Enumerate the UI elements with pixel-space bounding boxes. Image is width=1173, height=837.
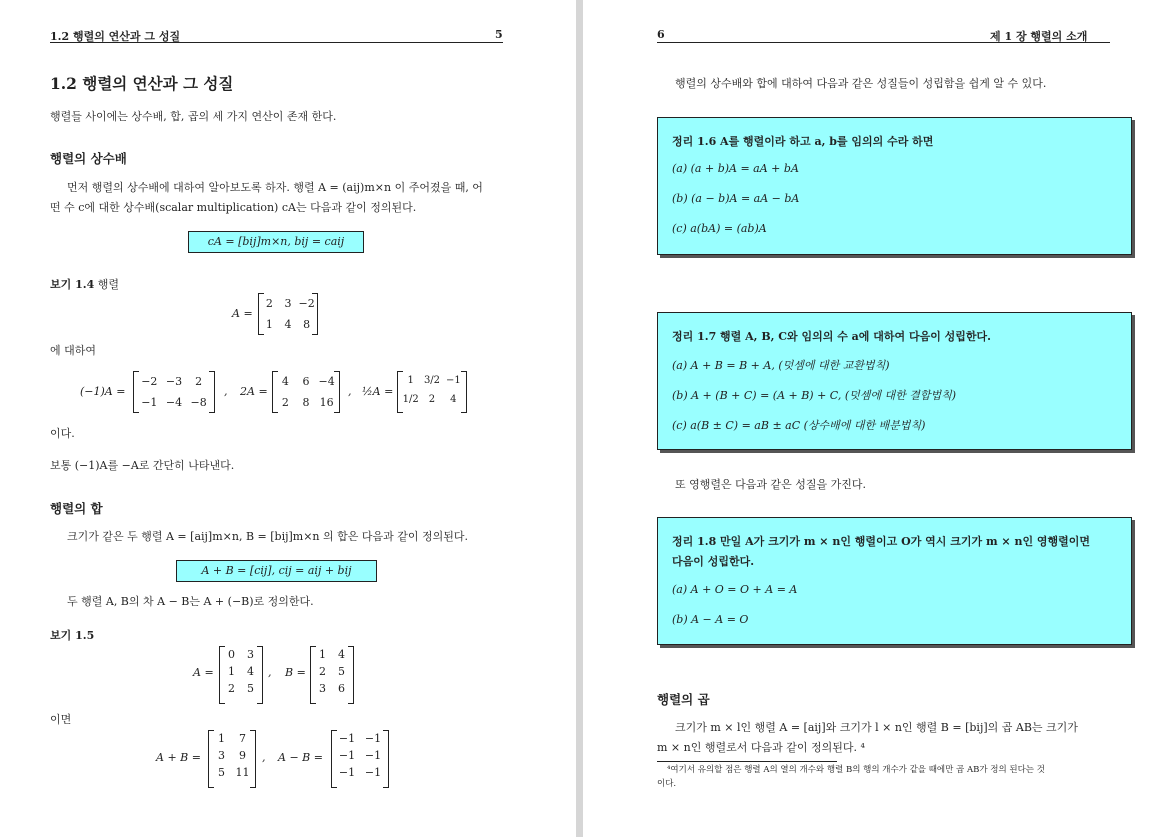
two-matrix: 4 6 −4 2 8 16: [272, 371, 340, 413]
ida-text: 이다.: [50, 427, 75, 440]
paragraph-scalar-1: 먼저 행렬의 상수배에 대하여 알아보도록 하자. 행렬 A = (aij)m×n 이 주어졌을 때, 어: [67, 181, 483, 194]
intro-text: 행렬들 사이에는 상수배, 합, 곱의 세 가지 연산이 존재 한다.: [50, 110, 337, 123]
subsection-scalar: 행렬의 상수배: [50, 151, 127, 166]
theorem-item: (b) A − A = O: [672, 613, 749, 626]
theorem-1-7: [657, 312, 1132, 450]
theorem-head: 정리 1.6 A를 행렬이라 하고 a, b를 임의의 수라 하면: [672, 135, 934, 148]
page-number: 6: [657, 28, 665, 41]
theorem-item: (c) a(bA) = (ab)A: [672, 222, 767, 235]
intro-text: 행렬의 상수배와 합에 대하여 다음과 같은 성질들이 성립함을 쉽게 알 수 있다.: [675, 77, 1047, 90]
right-page: [583, 0, 1173, 837]
footnote-line-2: 이다.: [657, 779, 677, 789]
theorem-1-6: [657, 117, 1132, 255]
matrix-a: 2 3 −2 1 4 8: [258, 293, 318, 335]
footnote-line-1: ⁴여기서 유의할 점은 행렬 A의 열의 개수와 행렬 B의 행의 개수가 같을 때에만 곱 AB가 정의 된다는 것: [667, 765, 1045, 775]
theorem-head: 정리 1.8 만일 A가 크기가 m × n인 행렬이고 O가 역시 크기가 m × n인 영행렬이면: [672, 535, 1091, 548]
neg-matrix-label: (−1)A =: [80, 385, 126, 398]
theorem-item: (a) A + O = O + A = A: [672, 583, 798, 596]
diff-matrix-label: A − B =: [278, 751, 323, 764]
two-matrix-label: 2A =: [240, 385, 268, 398]
separator: ,: [348, 385, 352, 398]
header-rule: [50, 42, 503, 43]
neg-matrix: −2 −3 2 −1 −4 −8: [133, 371, 215, 413]
theorem-item: (a) A + B = B + A, (덧셈에 대한 교환법칙): [672, 359, 890, 372]
separator: ,: [268, 666, 272, 679]
ex15-matrix-b: 1 4 2 5 3 6: [310, 646, 354, 704]
paragraph-mult-1: 크기가 m × l인 행렬 A = [aij]와 크기가 l × n인 행렬 B = [bij]의 곱 AB는 크기가: [675, 721, 1078, 734]
subsection-sum: 행렬의 합: [50, 501, 103, 516]
zero-matrix-text: 또 영행렬은 다음과 같은 성질을 가진다.: [675, 478, 866, 491]
half-matrix-label: ½A =: [362, 385, 394, 398]
half-matrix: 1 3/2 −1 1/2 2 4: [397, 371, 467, 413]
theorem-item: (b) A + (B + C) = (A + B) + C, (덧셈에 대한 결합법칙): [672, 389, 957, 402]
sum-definition-box: A + B = [cij], cij = aij + bij: [176, 560, 377, 582]
example-text: 행렬: [97, 278, 119, 291]
ex15-a-label: A =: [193, 666, 214, 679]
for-text: 에 대하여: [50, 344, 97, 357]
imyeon-text: 이면: [50, 713, 72, 726]
theorem-item: (a) (a + b)A = aA + bA: [672, 162, 799, 175]
theorem-head: 정리 1.7 행렬 A, B, C와 임의의 수 a에 대하여 다음이 성립한다.: [672, 330, 991, 343]
subsection-multiplication: 행렬의 곱: [657, 692, 710, 707]
ex15-matrix-a: 0 3 1 4 2 5: [219, 646, 263, 704]
left-page: [0, 0, 576, 837]
running-header: 1.2 행렬의 연산과 그 성질: [50, 30, 181, 43]
theorem-item: (c) a(B ± C) = aB ± aC (상수배에 대한 배분법칙): [672, 419, 926, 432]
page-gutter: [576, 0, 583, 837]
example-label: 보기 1.4: [50, 278, 95, 291]
diff-matrix: −1 −1 −1 −1 −1 −1: [331, 730, 389, 788]
section-title: 1.2 행렬의 연산과 그 성질: [50, 74, 234, 93]
theorem-1-8: [657, 517, 1132, 645]
footnote-rule: [657, 761, 837, 762]
matrix-a-label: A =: [232, 307, 253, 320]
separator: ,: [262, 751, 266, 764]
page-number: 5: [495, 28, 503, 41]
scalar-definition-box: cA = [bij]m×n, bij = caij: [188, 231, 364, 253]
running-header: 제 1 장 행렬의 소개: [990, 30, 1088, 43]
paragraph-mult-2: m × n인 행렬로서 다음과 같이 정의된다. ⁴: [657, 741, 865, 754]
header-rule: [657, 42, 1110, 43]
theorem-head-cont: 다음이 성립한다.: [672, 555, 755, 568]
example-1-5-label: 보기 1.5: [50, 629, 95, 642]
separator: ,: [224, 385, 228, 398]
sum-matrix: 1 7 3 9 5 11: [208, 730, 256, 788]
theorem-item: (b) (a − b)A = aA − bA: [672, 192, 800, 205]
sum-matrix-label: A + B =: [156, 751, 201, 764]
ex15-b-label: B =: [285, 666, 306, 679]
paragraph-scalar-2: 떤 수 c에 대한 상수배(scalar multiplication) cA는 다음과 같이 정의된다.: [50, 201, 417, 214]
paragraph-sum: 크기가 같은 두 행렬 A = [aij]m×n, B = [bij]m×n 의 합은 다음과 같이 정의된다.: [67, 530, 469, 543]
note-text: 보통 (−1)A를 −A로 간단히 나타낸다.: [50, 459, 235, 472]
paragraph-diff: 두 행렬 A, B의 차 A − B는 A + (−B)로 정의한다.: [67, 595, 314, 608]
example-1-4: [50, 277, 119, 293]
